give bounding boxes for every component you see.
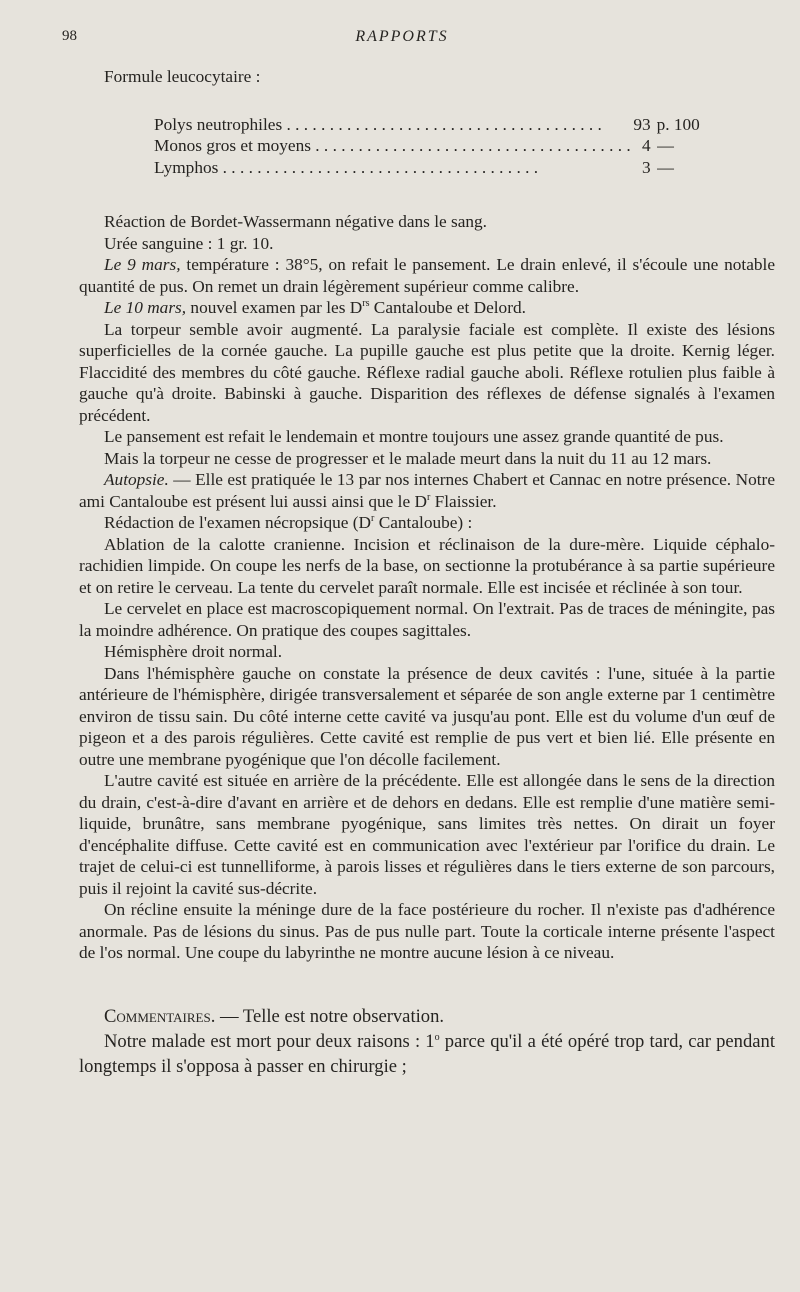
paragraph: Réaction de Bordet-Wassermann négative dans le sang. — [104, 212, 487, 231]
commentary-heading: Commentaires. — Telle est notre observation. — [104, 1005, 445, 1027]
running-title: RAPPORTS — [355, 28, 449, 45]
paragraph: Notre malade est mort pour deux raisons : 1$^o$ parce qu'il a été opéré trop tard, car pendant longtemps il s'opposa à passer en chirurgie ; — [79, 1030, 775, 1077]
commentary-section — [79, 1004, 775, 1079]
cell-name: Monos gros et moyens . . . — [154, 135, 631, 157]
paragraph: Le cervelet en place est macroscopiquement normal. On l'extrait. Pas de traces de méningite, pas la moindre adhérence. On pratique des coupes sagittales. — [79, 599, 775, 640]
page-header — [62, 28, 742, 52]
commentary-label: Commentaires. — [104, 1005, 216, 1027]
paragraph: Le 10 mars, nouvel examen par les $D^{rs}$ Cantaloube et Delord. — [104, 298, 526, 317]
paragraph: Hémisphère droit normal. — [104, 642, 283, 661]
formula-row — [154, 135, 704, 157]
leucocyte-formula-table — [154, 114, 704, 179]
paragraph: L'autre cavité est située en arrière de la précédente. Elle est allongée dans le sens de la direction du drain, c'est-à-dire d'avant en arrière et de dehors en dedans. Elle est remplie d'une matière semi-liquide, brunâtre, sans membrane pyogénique, sans limites très nettes. On dirait un foyer d'encéphalite diffuse. Cette cavité est en communication avec l'extérieur par l'orifice du drain. Le trajet de celui-ci est tunnelliforme, à parois lisses et régulières dans le tiers externe de son parcours, puis il rejoint la cavité sus-décrite. — [79, 771, 775, 898]
formula-row — [154, 157, 704, 179]
cell-value: 93 — [633, 114, 651, 134]
paragraph: On récline ensuite la méninge dure de la face postérieure du rocher. Il n'existe pas d'adhérence anormale. Pas de lésions du sinus. Pas de pus nulle part. Toute la corticale interne présente l'aspect de l'os normal. Une coupe du labyrinthe ne montre aucune lésion à ce niveau. — [79, 900, 775, 962]
paragraph: Autopsie. — Elle est pratiquée le 13 par nos internes Chabert et Cannac en notre présence. Notre ami Cantaloube est présent lui aussi ainsi que le $D^r$ Flaissier. — [79, 470, 775, 511]
page-body — [79, 66, 775, 1079]
cell-unit: — — [656, 157, 674, 177]
paragraph: Le 9 mars, température : 38°5, on refait le pansement. Le drain enlevé, il s'écoule une notable quantité de pus. On remet un drain légèrement supérieur comme calibre. — [79, 255, 775, 296]
formula-row — [154, 114, 704, 136]
date-label: Le 9 mars, — [104, 255, 181, 274]
paragraph: Rédaction de l'examen nécropsique ($D^r$ Cantaloube) : — [104, 513, 473, 532]
cell-name: Lymphos . . . — [154, 157, 631, 179]
cell-name: Polys neutrophiles . . . — [154, 114, 631, 136]
paragraph: Mais la torpeur ne cesse de progresser et le malade meurt dans la nuit du 11 au 12 mars. — [104, 448, 712, 468]
cell-unit: p. 100 — [656, 114, 700, 134]
cell-unit: — — [656, 136, 674, 155]
section-label: Autopsie. — [104, 470, 169, 489]
page-number: 98 — [62, 28, 77, 44]
paragraph: Urée sanguine : 1 gr. 10. — [104, 233, 274, 253]
formula-title: Formule leucocytaire : — [104, 67, 261, 86]
paragraph: Le pansement est refait le lendemain et montre toujours une assez grande quantité de pus. — [104, 427, 724, 446]
cell-value: 4 — [641, 136, 651, 155]
paragraph: Dans l'hémisphère gauche on constate la présence de deux cavités : l'une, située à la partie antérieure de l'hémisphère, dirigée transversalement et séparée de son angle externe par 1 centimètre environ de tissu sain. Du côté interne cette cavité va jusqu'au pont. Elle est du volume d'un œuf de pigeon et a des parois régulières. Cette cavité est remplie de pus vert et bien lié. Elle présente en outre une membrane pyogénique que l'on décolle facilement. — [79, 663, 775, 769]
paragraph: Ablation de la calotte cranienne. Incision et réclinaison de la dure-mère. Liquide céphalo-rachidien limpide. On coupe les nerfs de la base, on sectionne la protubérance à sa partie supérieure et on retire le cerveau. La tente du cervelet paraît normale. Elle est incisée et réclinée à son tour. — [79, 534, 775, 597]
date-label: Le 10 mars, — [104, 298, 187, 317]
paragraph: La torpeur semble avoir augmenté. La paralysie faciale est complète. Il existe des lésions superficielles de la cornée gauche. La pupille gauche est plus petite que la droite. Kernig léger. Flaccidité des membres du côté gauche. Réflexe radial gauche aboli. Réflexe rotulien plus faible à gauche qu'à droite. Babinski à gauche. Disparition des réflexes de défense signalés à l'examen précédent. — [79, 319, 775, 425]
cell-value: 3 — [641, 157, 651, 177]
